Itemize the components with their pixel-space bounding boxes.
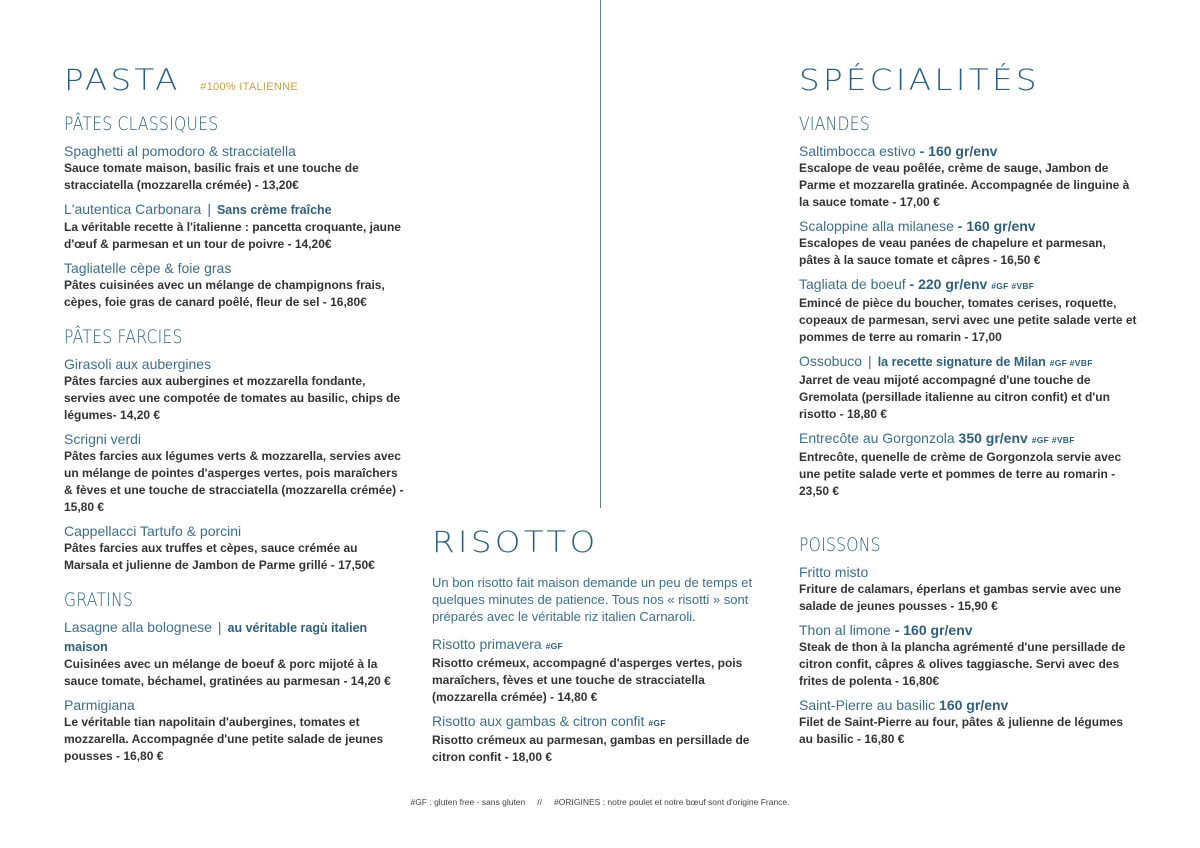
menu-item: [799, 142, 1139, 211]
menu-item: [64, 142, 404, 194]
menu-item: [64, 259, 404, 311]
item-desc: Emincé de pièce du boucher, tomates cerises, roquette, copeaux de parmesan, servi avec une petite salade verte et pommes de terre au romarin - 17,00: [799, 296, 1137, 344]
item-note: au véritable ragù italien maison: [64, 621, 368, 654]
item-desc: Pâtes farcies aux aubergines et mozzarella fondante, servies avec une compotée de tomates au basilic, chips de légumes- 14,20 €: [64, 374, 401, 422]
separator: |: [207, 201, 211, 217]
item-desc: Jarret de veau mijoté accompagné d'une touche de Gremolata (persillade italienne au citron confit) et d'un risotto - 18,80 €: [799, 373, 1110, 421]
item-name: [799, 142, 1139, 160]
risotto-section: [432, 524, 772, 772]
menu-item: [64, 696, 404, 765]
item-name-text: Spaghetti al pomodoro & stracciatella: [64, 143, 296, 159]
item-name-text: Thon al limone: [799, 622, 891, 638]
menu-item: [799, 563, 1139, 615]
item-desc: Pâtes farcies aux truffes et cèpes, sauce crémée au Marsala et julienne de Jambon de Parme grillé - 17,50€: [64, 541, 375, 572]
category-gratins: [64, 588, 404, 765]
menu-item: [799, 696, 1139, 748]
item-name: [64, 142, 404, 160]
pasta-header: [64, 62, 404, 98]
category-title: PÂTES CLASSIQUES: [64, 113, 219, 135]
menu-item: [64, 200, 404, 253]
item-name-text: Scrigni verdi: [64, 431, 142, 447]
item-name-text: Scaloppine alla milanese: [799, 218, 954, 234]
menu-item: [64, 430, 404, 516]
item-weight: - 220 gr/env: [905, 276, 988, 292]
poissons-section: [799, 533, 1139, 762]
item-name: [64, 696, 404, 714]
category-title: GRATINS: [64, 589, 134, 611]
item-name: [799, 563, 1139, 581]
item-name-text: Tagliatelle cèpe & foie gras: [64, 260, 232, 276]
item-desc: La véritable recette à l'italienne : pancetta croquante, jaune d'œuf & parmesan et un tour de poivre - 14,20€: [64, 220, 401, 251]
footnote-gf: #GF : gluten free - sans gluten: [410, 797, 526, 807]
item-tags: #GF #VBF: [1031, 435, 1075, 445]
item-tags: #GF #VBF: [1049, 358, 1093, 368]
item-weight: 350 gr/env: [954, 430, 1028, 446]
menu-item: [432, 635, 772, 706]
item-desc: Steak de thon à la plancha agrémenté d'une persillade de citron confit, câpres & olives taggiasche. Servi avec des frites de polenta - 16,80€: [799, 640, 1126, 688]
footnote-separator: //: [537, 797, 543, 807]
item-desc: Friture de calamars, éperlans et gambas servie avec une salade de jeunes pousses - 15,90 €: [799, 582, 1122, 613]
item-desc: Pâtes cuisinées avec un mélange de champignons frais, cèpes, foie gras de canard poêlé, fleur de sel - 16,80€: [64, 278, 385, 309]
item-name: [799, 621, 1139, 639]
pasta-section: [64, 62, 404, 779]
item-name: [64, 618, 404, 656]
item-name: [64, 200, 404, 219]
item-name: [64, 259, 404, 277]
item-desc: Filet de Saint-Pierre au four, pâtes & julienne de légumes au basilic - 16,80 €: [799, 715, 1124, 746]
menu-item: [64, 618, 404, 690]
separator: |: [868, 353, 872, 369]
item-name: [799, 429, 1139, 449]
specialites-title: SPÉCIALITÉS: [799, 63, 1040, 97]
item-name: [64, 355, 404, 373]
menu-item: [64, 522, 404, 574]
item-name-text: Cappellacci Tartufo & porcini: [64, 523, 242, 539]
item-tags: #GF #VBF: [991, 281, 1035, 291]
menu-item: [799, 352, 1139, 423]
menu-item: [799, 217, 1139, 269]
category-pates-classiques: [64, 112, 404, 311]
category-title: PÂTES FARCIES: [64, 326, 183, 348]
specialites-header: [799, 62, 1139, 98]
item-name: [64, 522, 404, 540]
item-desc: Pâtes farcies aux légumes verts & mozzarella, servies avec un mélange de pointes d'asperges vertes, pois maraîchers & fèves et une touche de stracciatella (mozzarella crémée) - 15,80 €: [64, 449, 404, 514]
menu-item: [799, 429, 1139, 500]
pasta-tag: #100% ITALIENNE: [200, 81, 299, 93]
item-desc: Risotto crémeux au parmesan, gambas en persillade de citron confit - 18,00 €: [432, 733, 750, 764]
category-title: VIANDES: [799, 113, 871, 135]
category-pates-farcies: [64, 325, 404, 574]
item-name: [799, 217, 1139, 235]
item-name-text: Tagliata de boeuf: [799, 276, 906, 292]
item-name: [799, 352, 1139, 372]
pasta-title: PASTA: [64, 63, 181, 97]
item-name-text: Entrecôte au Gorgonzola: [799, 430, 955, 446]
item-name-text: Saint-Pierre au basilic: [799, 697, 936, 713]
vertical-divider: [600, 0, 601, 508]
item-name: [799, 696, 1139, 714]
item-name-text: Parmigiana: [64, 697, 135, 713]
item-desc: Le véritable tian napolitain d'aubergines, tomates et mozzarella. Accompagnée d'une petite salade de jeunes pousses - 16,80 €: [64, 715, 384, 763]
item-name-text: Ossobuco: [799, 353, 863, 369]
category-title: POISSONS: [799, 534, 881, 556]
item-name: [432, 712, 772, 732]
item-weight: 160 gr/env: [935, 697, 1009, 713]
item-desc: Cuisinées avec un mélange de boeuf & porc mijoté à la sauce tomate, béchamel, gratinées au parmesan - 14,20 €: [64, 657, 391, 688]
risotto-intro: Un bon risotto fait maison demande un peu de temps et quelques minutes de patience. Tous nos « risotti » sont préparés avec le véritable riz italien Carnaroli.: [432, 575, 753, 624]
menu-item: [799, 621, 1139, 690]
item-note: la recette signature de Milan: [877, 355, 1046, 369]
category-poissons: [799, 533, 1139, 748]
item-desc: Sauce tomate maison, basilic frais et une touche de stracciatella (mozzarella crémée) - 13,20€: [64, 161, 359, 192]
item-name-text: Lasagne alla bolognese: [64, 619, 212, 635]
item-name-text: Girasoli aux aubergines: [64, 356, 212, 372]
item-name: [432, 635, 772, 655]
item-name-text: Risotto primavera: [432, 636, 542, 652]
footnote-origines: #ORIGINES : notre poulet et notre bœuf sont d'origine France.: [554, 797, 790, 807]
menu-item: [64, 355, 404, 424]
specialites-section: [799, 62, 1139, 514]
item-tags: #GF: [648, 718, 666, 728]
item-desc: Escalope de veau poêlée, crème de sauge, Jambon de Parme et mozzarella gratinée. Accompagnée de linguine à la sauce tomate - 17,00 €: [799, 161, 1130, 209]
category-viandes: [799, 112, 1139, 500]
item-note: Sans crème fraîche: [216, 203, 332, 217]
item-name-text: Risotto aux gambas & citron confit: [432, 713, 645, 729]
item-weight: - 160 gr/env: [890, 622, 973, 638]
item-tags: #GF: [545, 641, 564, 651]
item-weight: - 160 gr/env: [953, 218, 1036, 234]
item-name: [799, 275, 1139, 295]
item-name-text: L'autentica Carbonara: [64, 201, 202, 217]
item-name: [64, 430, 404, 448]
menu-item: [799, 275, 1139, 346]
item-desc: Risotto crémeux, accompagné d'asperges vertes, pois maraîchers, fèves et une touche de stracciatella (mozzarella crémée) - 14,80 €: [432, 656, 743, 704]
footnote: [0, 797, 1200, 807]
risotto-title: RISOTTO: [432, 525, 599, 559]
risotto-header: [432, 524, 772, 560]
item-weight: - 160 gr/env: [915, 143, 998, 159]
item-name-text: Saltimbocca estivo: [799, 143, 916, 159]
item-desc: Entrecôte, quenelle de crème de Gorgonzola servie avec une petite salade verte et pommes de terre au romarin - 23,50 €: [799, 450, 1122, 498]
menu-item: [432, 712, 772, 766]
separator: |: [217, 619, 222, 635]
item-name-text: Fritto misto: [799, 564, 869, 580]
item-desc: Escalopes de veau panées de chapelure et parmesan, pâtes à la sauce tomate et câpres - 16,50 €: [799, 236, 1106, 267]
